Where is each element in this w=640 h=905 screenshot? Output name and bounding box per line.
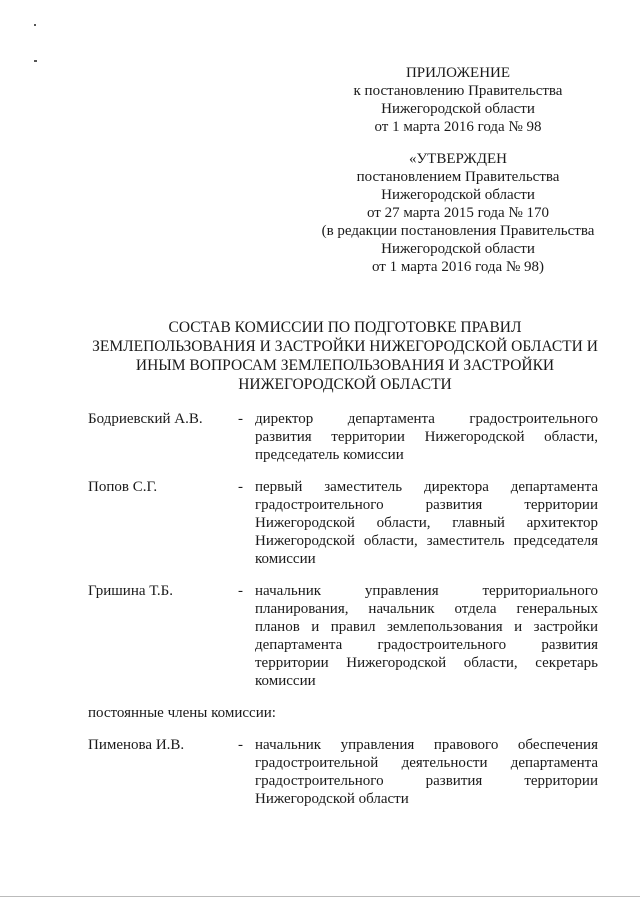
member-entry	[88, 582, 598, 690]
approved-header	[310, 150, 606, 276]
member-dash: -	[238, 411, 243, 427]
approved-line: «УТВЕРЖДЕН	[409, 151, 507, 167]
role-line: начальник управления правового обеспечения	[255, 737, 598, 753]
approved-line: (в редакции постановления Правительства	[321, 223, 595, 239]
member-dash: -	[238, 737, 243, 753]
role-line: комиссии	[255, 673, 316, 689]
approved-line: от 1 марта 2016 года № 98)	[371, 259, 545, 275]
role-line: комиссии	[255, 551, 316, 567]
title-line: ИНЫМ ВОПРОСАМ ЗЕМЛЕПОЛЬЗОВАНИЯ И ЗАСТРОЙКИ	[135, 357, 555, 374]
title-line: СОСТАВ КОМИССИИ ПО ПОДГОТОВКЕ ПРАВИЛ	[168, 319, 522, 336]
member-name: Попов С.Г.	[88, 479, 158, 495]
member-dash: -	[238, 583, 243, 599]
member-name: Пименова И.В.	[88, 737, 185, 753]
role-line: Нижегородской области, заместитель председателя	[255, 533, 598, 549]
role-line: департамента градостроительного развития	[255, 637, 598, 653]
member-name: Бодриевский А.В.	[88, 411, 203, 427]
role-line: планирования, начальник отдела генеральных	[255, 601, 598, 617]
approved-line: от 27 марта 2015 года № 170	[366, 205, 550, 221]
title-line: НИЖЕГОРОДСКОЙ ОБЛАСТИ	[238, 376, 452, 393]
approved-line: Нижегородской области	[381, 187, 535, 203]
member-role	[255, 582, 598, 690]
appendix-header	[330, 64, 586, 136]
appendix-line: Нижегородской области	[381, 101, 535, 117]
member-entry	[88, 736, 598, 808]
role-line: директор департамента градостроительного	[255, 411, 598, 427]
role-line: градостроительной деятельности департамента	[255, 755, 598, 771]
appendix-line: к постановлению Правительства	[353, 83, 563, 99]
role-line: Нижегородской области	[255, 791, 409, 807]
role-line: председатель комиссии	[255, 447, 404, 463]
member-entry	[88, 410, 598, 464]
page-bottom-edge	[0, 896, 640, 897]
appendix-line: от 1 марта 2016 года № 98	[374, 119, 542, 135]
approved-line: Нижегородской области	[381, 241, 535, 257]
role-line: развития территории Нижегородской области,	[255, 429, 598, 445]
role-line: начальник управления территориального	[255, 583, 598, 599]
member-role	[255, 736, 598, 808]
member-role	[255, 478, 598, 568]
role-line: планов и правил землепользования и застройки	[255, 619, 598, 635]
scan-mark	[34, 60, 37, 62]
member-entry	[88, 478, 598, 568]
role-line: территории Нижегородской области, секретарь	[255, 655, 598, 671]
member-name: Гришина Т.Б.	[88, 583, 174, 599]
appendix-line: ПРИЛОЖЕНИЕ	[405, 65, 511, 81]
role-line: градостроительного развития территории	[255, 773, 598, 789]
scan-mark	[34, 24, 36, 26]
title-line: ЗЕМЛЕПОЛЬЗОВАНИЯ И ЗАСТРОЙКИ НИЖЕГОРОДСКОЙ ОБЛАСТИ И	[92, 338, 598, 355]
role-line: Нижегородской области, главный архитектор	[255, 515, 598, 531]
role-line: градостроительного развития территории	[255, 497, 598, 513]
commission-members	[88, 410, 598, 822]
member-dash: -	[238, 479, 243, 495]
member-role	[255, 410, 598, 464]
document-title	[80, 318, 610, 394]
permanent-members-label: постоянные члены комиссии:	[88, 705, 276, 721]
role-line: первый заместитель директора департамента	[255, 479, 598, 495]
approved-line: постановлением Правительства	[356, 169, 560, 185]
